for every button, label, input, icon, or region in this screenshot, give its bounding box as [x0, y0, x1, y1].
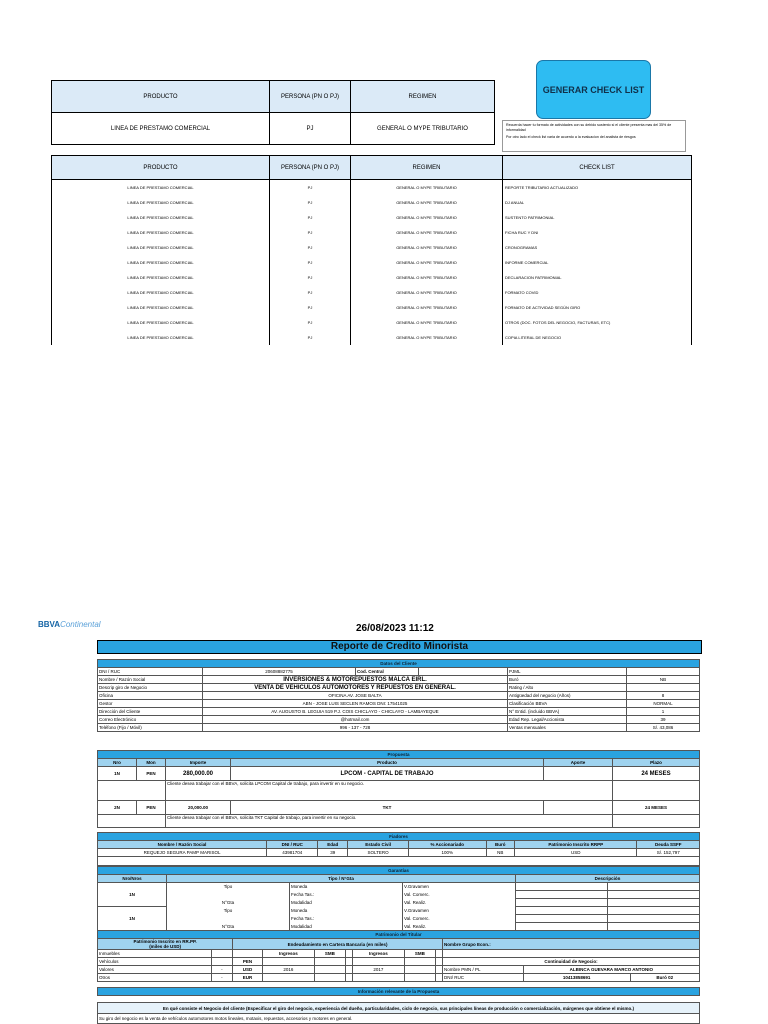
- client-cell: Teléfono (Fijo / Móvil): [98, 724, 203, 732]
- client-cell: Dirección del Cliente: [98, 708, 203, 716]
- guarantee-description: [607, 883, 699, 891]
- row-checklist-item: OTROS (DOC. FOTOS DEL NEGOCIO, FACTURAS, ETC): [503, 315, 692, 330]
- proposal-header-mon: Mon: [137, 759, 166, 767]
- proposal-header-nro: Nro: [98, 759, 137, 767]
- guarantee-description: [607, 899, 699, 907]
- logo-bold: BBVA: [38, 620, 61, 629]
- guarantee-label: Moneda: [290, 907, 403, 915]
- report-title: Reporte de Credito Minorista: [97, 640, 702, 654]
- row-producto: LINEA DE PRESTAMO COMERCIAL: [52, 315, 270, 330]
- proposal-header-plazo: Plazo: [613, 759, 700, 767]
- client-cell: S/. 43,086: [627, 724, 700, 732]
- client-cell: N° Entid. (incluido BBVA): [508, 708, 627, 716]
- client-cell: Descrip giro de Negocio: [98, 684, 203, 692]
- row-producto: LINEA DE PRESTAMO COMERCIAL: [52, 255, 270, 270]
- row-regimen: GENERAL O MYPE TRIBUTARIO: [351, 210, 503, 225]
- client-cell: Nombre / Razón Social: [98, 676, 203, 684]
- patrimony-table: [97, 930, 700, 982]
- checklist-row: [52, 195, 692, 210]
- guarantor-header: % Accionariado: [409, 841, 486, 849]
- row-producto: LINEA DE PRESTAMO COMERCIAL: [52, 240, 270, 255]
- dni-value: 10413858691: [523, 974, 630, 982]
- row-persona: PJ: [270, 300, 351, 315]
- row-regimen: GENERAL O MYPE TRIBUTARIO: [351, 285, 503, 300]
- proposal-table: [97, 750, 700, 828]
- client-cell: 20608882775: [203, 668, 356, 676]
- currency-pen: PEN: [233, 958, 263, 966]
- proposal-2-mon: PEN: [137, 801, 166, 815]
- dni-label: DNI/ RUC: [442, 974, 523, 982]
- client-cell: Oficina: [98, 692, 203, 700]
- selected-producto[interactable]: LINEA DE PRESTAMO COMERCIAL: [52, 113, 270, 145]
- guarantee-description: [607, 907, 699, 915]
- patrimony-left-title: Patrimonio Inscrito en RR.PP. (miles de USD): [98, 939, 233, 950]
- guarantor-header: DNI / RUC: [267, 841, 318, 849]
- guarantee-number: 1N: [98, 907, 167, 931]
- guarantor-cell: S/. 152,797: [637, 849, 700, 857]
- generate-checklist-button[interactable]: GENERAR CHECK LIST: [536, 60, 651, 119]
- guarantor-cell: SOLTERO: [348, 849, 409, 857]
- guarantee-label: Tipo: [167, 883, 290, 891]
- client-row: [98, 692, 700, 700]
- patrimony-item-1: Vehículos: [98, 958, 212, 966]
- proposal-1-term: 24 MESES: [613, 767, 700, 781]
- client-cell: NB: [627, 676, 700, 684]
- guarantee-label: Val. Realiz.: [403, 923, 516, 931]
- guarantee-label: Modalidad: [290, 899, 403, 907]
- row-producto: LINEA DE PRESTAMO COMERCIAL: [52, 180, 270, 196]
- selected-regimen[interactable]: GENERAL O MYPE TRIBUTARIO: [351, 113, 495, 145]
- row-checklist-item: REPORTE TRIBUTARIO ACTUALIZADO: [503, 180, 692, 196]
- guarantee-value: [516, 907, 608, 915]
- business-question: En qué consiste el Negocio del cliente (Especificar el giro del negocio, experiencia del dueño, particularidades, ciclo de negocio, sus principales líneas de producción o comercialización, márgenes que obtiene el mismo.): [98, 1003, 700, 1014]
- row-persona: PJ: [270, 255, 351, 270]
- client-cell: [627, 684, 700, 692]
- checklist-row: [52, 240, 692, 255]
- client-cell: ABN - JOSE LUIS SECLEN RAMOS DNI: 17541025: [203, 700, 508, 708]
- proposal-2-product: TKT: [231, 801, 544, 815]
- note-line-2: Por otro lado el check list varia de acuerdo a la evaluacion del analista de riesgos: [506, 135, 636, 139]
- guarantee-value: [516, 899, 608, 907]
- proposal-1-description: Cliente desea trabajar con el BBVA, solicita LPCOM Capital de trabajo, para invertir en su negocio.: [166, 781, 613, 801]
- info-table: [97, 987, 700, 1024]
- client-cell: VENTA DE VEHICULOS AUTOMOTORES Y REPUESTOS EN GENERAL.: [203, 684, 508, 692]
- row-checklist-item: FORMATO DE ACTIVIDAD SEGÚN GIRO: [503, 300, 692, 315]
- currency-usd: USD: [233, 966, 263, 974]
- patrimony-band: Patrimonio del Titular: [98, 931, 700, 939]
- client-cell: Ventas mensuales: [508, 724, 627, 732]
- checklist-row: [52, 255, 692, 270]
- guarantee-description: [607, 915, 699, 923]
- pmn-label: Nombre PMN / PL: [442, 966, 523, 974]
- guarantee-description: [607, 891, 699, 899]
- checklist-row: [52, 300, 692, 315]
- logo-rest: Continental: [60, 620, 101, 629]
- guarantor-cell: REQUEJO SEGURA PAMP MARISOL: [98, 849, 267, 857]
- proposal-2-description: Cliente desea trabajar con el BBVA, solicita TKT Capital de trabajo, para invertir en su negocio.: [166, 815, 613, 828]
- client-cell: 996 - 137 - 728: [203, 724, 508, 732]
- guarantee-label: Modalidad: [290, 923, 403, 931]
- client-row: [98, 668, 700, 676]
- bbva-logo: [38, 620, 101, 629]
- guarantor-header: Nombre / Razón Social: [98, 841, 267, 849]
- guarantee-label: N°Gta: [167, 923, 290, 931]
- smb-label-1: SMB: [314, 950, 345, 958]
- client-cell: DNI / RUC: [98, 668, 203, 676]
- row-checklist-item: DECLARACION PATRIMONIAL: [503, 270, 692, 285]
- checklist-header-regimen: REGIMEN: [351, 156, 503, 180]
- guarantee-label: Fecha Tas.:: [290, 915, 403, 923]
- row-persona: PJ: [270, 315, 351, 330]
- proposal-1-mon: PEN: [137, 767, 166, 781]
- guarantee-label: Moneda: [290, 883, 403, 891]
- info-band: Información relevante de la Propuesta: [98, 988, 700, 996]
- proposal-1-amount: 280,000.00: [166, 767, 231, 781]
- guarantee-number: 1N: [98, 883, 167, 907]
- row-producto: LINEA DE PRESTAMO COMERCIAL: [52, 195, 270, 210]
- guarantee-label: V.Gravamen: [403, 883, 516, 891]
- buro-cell: Buró 02: [630, 974, 699, 982]
- guarantees-table: [97, 866, 700, 931]
- guarantor-header: Buró: [486, 841, 515, 849]
- client-cell: PJML: [508, 668, 627, 676]
- row-checklist-item: FICHA RUC Y DNI: [503, 225, 692, 240]
- row-checklist-item: DJ ANUAL: [503, 195, 692, 210]
- row-checklist-item: CRONOGRAMAS: [503, 240, 692, 255]
- row-persona: PJ: [270, 285, 351, 300]
- client-cell: Edad Rep. Legal/Accionista: [508, 716, 627, 724]
- checklist-header-persona: PERSONA (PN O PJ): [270, 156, 351, 180]
- proposal-header-importe: Importe: [166, 759, 231, 767]
- guarantors-table: [97, 832, 700, 866]
- client-cell: Correo Electrónico: [98, 716, 203, 724]
- row-regimen: GENERAL O MYPE TRIBUTARIO: [351, 330, 503, 345]
- client-row: [98, 684, 700, 692]
- checklist-row: [52, 225, 692, 240]
- note-line-1: Recuerda hacer tu formato de actividades con su debido sustento si el cliente presenta mas del 35% de informalidad: [506, 123, 672, 132]
- row-regimen: GENERAL O MYPE TRIBUTARIO: [351, 240, 503, 255]
- row-producto: LINEA DE PRESTAMO COMERCIAL: [52, 330, 270, 345]
- client-cell: Clasificación BBVA: [508, 700, 627, 708]
- guarantees-header-nro: Nro/Nros: [98, 875, 167, 883]
- dash-2: -: [211, 966, 233, 974]
- row-persona: PJ: [270, 330, 351, 345]
- patrimony-item-2: Valores: [98, 966, 212, 974]
- row-checklist-item: FORMATO COVID: [503, 285, 692, 300]
- checklist-header-producto: PRODUCTO: [52, 156, 270, 180]
- checklist-row: [52, 180, 692, 196]
- guarantees-band: Garantías: [98, 867, 700, 875]
- client-cell: Gestor: [98, 700, 203, 708]
- pmn-value: ALBINCA GUEVARA MARCO ANTONIO: [523, 966, 699, 974]
- patrimony-item-0: Inmuebles: [98, 950, 212, 958]
- proposal-2-aporte: [544, 801, 613, 815]
- header-producto: PRODUCTO: [52, 81, 270, 113]
- guarantee-label: Val. Comerc.: [403, 891, 516, 899]
- client-cell: NORMAL: [627, 700, 700, 708]
- header-persona: PERSONA (PN O PJ): [270, 81, 351, 113]
- row-regimen: GENERAL O MYPE TRIBUTARIO: [351, 300, 503, 315]
- checklist-row: [52, 210, 692, 225]
- row-checklist-item: SUSTENTO PATRIMONIAL: [503, 210, 692, 225]
- guarantee-label: Tipo: [167, 907, 290, 915]
- row-checklist-item: INFORME COMERCIAL: [503, 255, 692, 270]
- business-answer: Su giro del negocio es la venta de vehículos automotores motos lineales, motaxis, repuestos, accesorios y motores en general.: [98, 1014, 700, 1024]
- report-datetime: 26/08/2023 11:12: [356, 623, 434, 634]
- proposal-header-producto: Producto: [231, 759, 544, 767]
- client-cell: 1: [627, 708, 700, 716]
- row-regimen: GENERAL O MYPE TRIBUTARIO: [351, 255, 503, 270]
- client-cell: Rating / Alto: [508, 684, 627, 692]
- guarantee-label: V.Gravamen: [403, 907, 516, 915]
- client-cell: Buró: [508, 676, 627, 684]
- row-regimen: GENERAL O MYPE TRIBUTARIO: [351, 225, 503, 240]
- row-persona: PJ: [270, 270, 351, 285]
- dash-3: -: [211, 974, 233, 982]
- client-row: [98, 708, 700, 716]
- guarantor-header: Patrimonio Inscrito RRPP: [515, 841, 637, 849]
- row-persona: PJ: [270, 210, 351, 225]
- client-row: [98, 724, 700, 732]
- guarantor-cell: 43981704: [267, 849, 318, 857]
- guarantees-header-tipo: Tipo / N°Gta: [167, 875, 516, 883]
- client-cell: Antigüedad del negocio (Años): [508, 692, 627, 700]
- guarantor-header: Estado Civil: [348, 841, 409, 849]
- proposal-header-aporte: Aporte: [544, 759, 613, 767]
- guarantee-value: [516, 891, 608, 899]
- patrimony-item-3: Otros: [98, 974, 212, 982]
- row-persona: PJ: [270, 225, 351, 240]
- guarantee-label: [167, 891, 290, 899]
- proposal-1-nro: 1N: [98, 767, 137, 781]
- checklist-header-checklist: CHECK LIST: [503, 156, 692, 180]
- client-cell: AV. AUGUSTO B. LEGUIA 519 P.J. COIS CHICLAYO - CHICLAYO - LAMBAYEQUE: [203, 708, 508, 716]
- proposal-2-term: 24 MESES: [613, 801, 700, 815]
- checklist-row: [52, 315, 692, 330]
- patrimony-mid-title: Endeudamiento en Cartera Bancaria (en miles): [233, 939, 443, 950]
- guarantees-header-desc: Descripción: [516, 875, 700, 883]
- row-producto: LINEA DE PRESTAMO COMERCIAL: [52, 210, 270, 225]
- patrimony-right-title: Nombre Grupo Econ.:: [442, 939, 699, 950]
- client-cell: 39: [627, 716, 700, 724]
- guarantee-label: Fecha Tas.:: [290, 891, 403, 899]
- row-persona: PJ: [270, 195, 351, 210]
- guarantee-value: [516, 915, 608, 923]
- proposal-2-amount: 20,000.00: [166, 801, 231, 815]
- guarantor-header: Deuda SSFF: [637, 841, 700, 849]
- guarantee-label: Val. Comerc.: [403, 915, 516, 923]
- guarantors-band: Fiadores: [98, 833, 700, 841]
- guarantee-label: N°Gta: [167, 899, 290, 907]
- proposal-1-product: LPCOM - CAPITAL DE TRABAJO: [231, 767, 544, 781]
- header-regimen: REGIMEN: [351, 81, 495, 113]
- row-persona: PJ: [270, 180, 351, 196]
- guarantor-cell: NB: [486, 849, 515, 857]
- year-2: 2017: [352, 966, 404, 974]
- row-regimen: GENERAL O MYPE TRIBUTARIO: [351, 270, 503, 285]
- client-row: [98, 676, 700, 684]
- row-checklist-item: COPIA LITERAL DE NEGOCIO: [503, 330, 692, 345]
- client-cell: INVERSIONES & MOTOREPUESTOS MALCA EIRL.: [203, 676, 508, 684]
- guarantor-cell: 39: [318, 849, 348, 857]
- currency-eur: EUR: [233, 974, 263, 982]
- guarantor-header: Edad: [318, 841, 348, 849]
- row-regimen: GENERAL O MYPE TRIBUTARIO: [351, 180, 503, 196]
- smb-label-2: SMB: [404, 950, 435, 958]
- row-regimen: GENERAL O MYPE TRIBUTARIO: [351, 195, 503, 210]
- year-1: 2016: [262, 966, 314, 974]
- client-cell: [419, 668, 508, 676]
- checklist-row: [52, 270, 692, 285]
- client-cell: @hotmail.com: [203, 716, 508, 724]
- checklist-table: [51, 155, 692, 345]
- client-data-table: [97, 659, 700, 732]
- continuity-label: Continuidad de Negocio:: [442, 958, 699, 966]
- guarantor-cell: USD: [515, 849, 637, 857]
- selected-persona[interactable]: PJ: [270, 113, 351, 145]
- row-producto: LINEA DE PRESTAMO COMERCIAL: [52, 270, 270, 285]
- client-row: [98, 700, 700, 708]
- row-persona: PJ: [270, 240, 351, 255]
- guarantee-label: Val. Realiz.: [403, 899, 516, 907]
- client-row: [98, 716, 700, 724]
- summary-table: [51, 80, 495, 145]
- guarantee-value: [516, 883, 608, 891]
- client-cell: Cod. Central: [356, 668, 419, 676]
- proposal-1-aporte: [544, 767, 613, 781]
- row-regimen: GENERAL O MYPE TRIBUTARIO: [351, 315, 503, 330]
- proposal-band: Propuesta: [98, 751, 700, 759]
- row-producto: LINEA DE PRESTAMO COMERCIAL: [52, 285, 270, 300]
- ingresos-label-2: Ingresos: [352, 950, 404, 958]
- row-producto: LINEA DE PRESTAMO COMERCIAL: [52, 225, 270, 240]
- note-box: [502, 120, 686, 152]
- client-cell: 8: [627, 692, 700, 700]
- proposal-2-nro: 2N: [98, 801, 137, 815]
- ingresos-label-1: Ingresos: [262, 950, 314, 958]
- checklist-row: [52, 330, 692, 345]
- checklist-row: [52, 285, 692, 300]
- client-cell: [627, 668, 700, 676]
- client-data-band: Datos del Cliente: [98, 660, 700, 668]
- row-producto: LINEA DE PRESTAMO COMERCIAL: [52, 300, 270, 315]
- guarantor-cell: 100%: [409, 849, 486, 857]
- guarantee-label: [167, 915, 290, 923]
- client-cell: OFICINA AV. JOSE BALTA: [203, 692, 508, 700]
